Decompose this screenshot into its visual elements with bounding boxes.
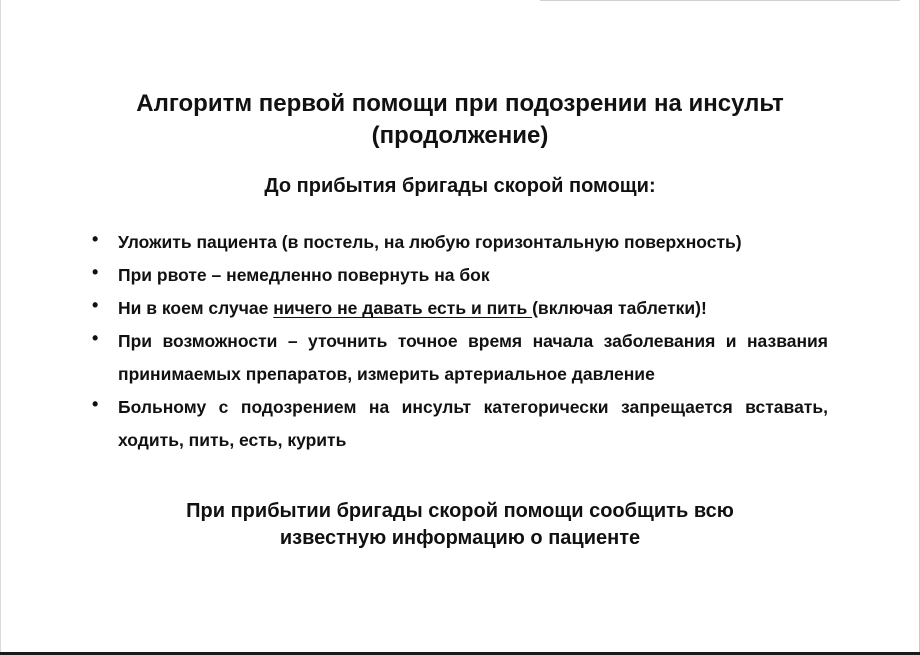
page-title xyxy=(0,88,920,152)
bullet-icon: • xyxy=(92,295,99,315)
scan-edge-top xyxy=(540,0,900,1)
list-item-prohibitions xyxy=(90,391,828,457)
list-item-no-food-drink xyxy=(90,292,828,325)
bullet-icon: • xyxy=(92,262,99,282)
list-item-text: Больному с подозрением на инсульт категорически запрещается вставать, ходить, пить, есть, курить xyxy=(118,397,828,450)
footer-note-line1: При прибытии бригады скорой помощи сообщить всю xyxy=(186,500,734,522)
bullet-icon: • xyxy=(92,328,99,348)
list-item-text: При возможности – уточнить точное время начала заболевания и названия принимаемых препаратов, измерить артериальное давление xyxy=(118,331,828,384)
list-item-text: Уложить пациента (в постель, на любую горизонтальную поверхность) xyxy=(118,232,742,252)
list-item-text-underlined: ничего не давать есть и пить xyxy=(273,298,533,318)
footer-note xyxy=(0,498,920,552)
instructions-list xyxy=(90,226,828,457)
list-item-text-after: (включая таблетки)! xyxy=(532,298,707,318)
list-item-text-before: Ни в коем случае xyxy=(118,298,274,318)
footer-note-line2: известную информацию о пациенте xyxy=(279,527,641,549)
bullet-icon: • xyxy=(92,394,99,414)
bullet-icon: • xyxy=(92,229,99,249)
list-item-lay-patient xyxy=(90,226,828,259)
list-item-time-and-medication xyxy=(90,325,828,391)
list-item-text: При рвоте – немедленно повернуть на бок xyxy=(118,265,490,285)
section-subtitle: До прибытия бригады скорой помощи: xyxy=(264,175,656,197)
list-item-vomiting xyxy=(90,259,828,292)
page-title-line1: Алгоритм первой помощи при подозрении на инсульт xyxy=(136,90,784,117)
page-title-line2: (продолжение) xyxy=(371,122,549,149)
